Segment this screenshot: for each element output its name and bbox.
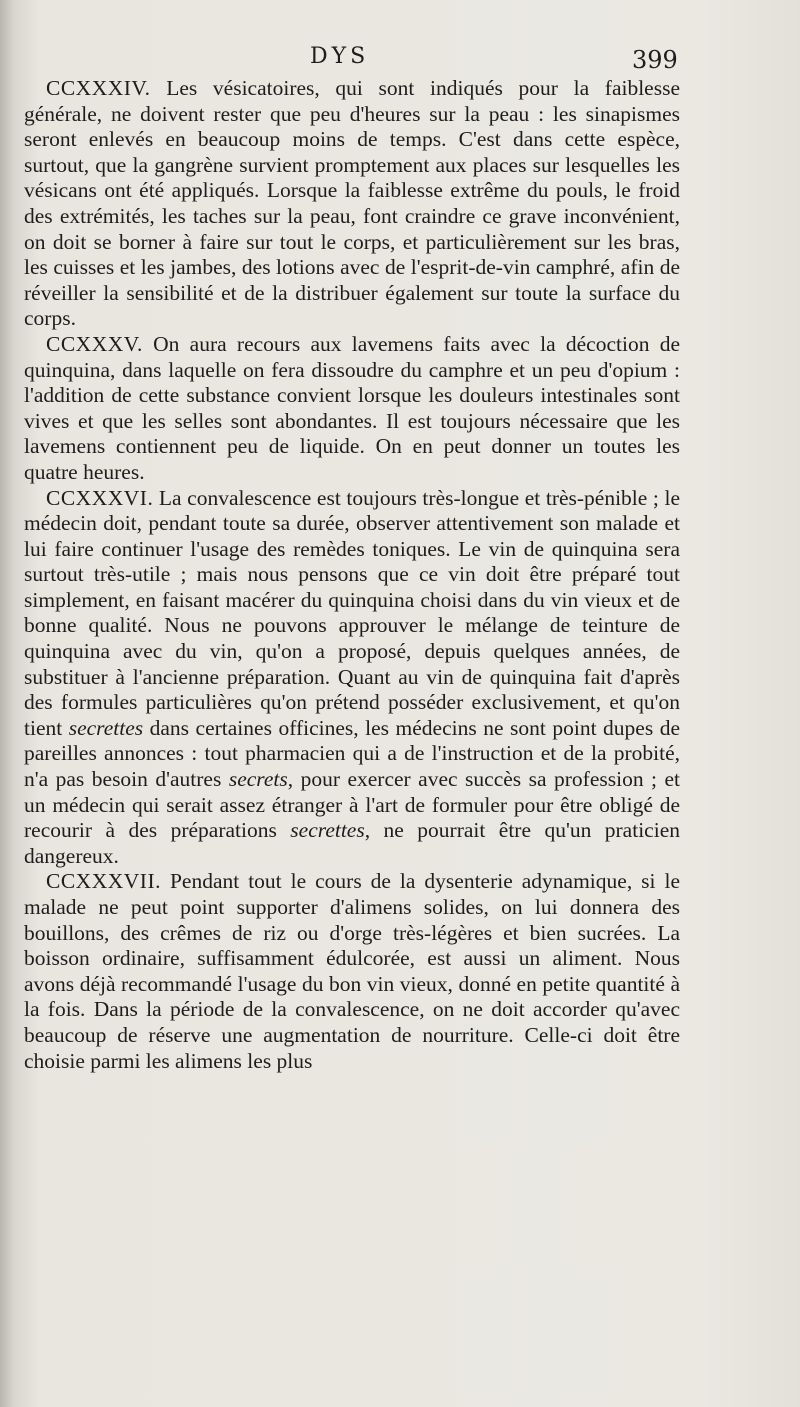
paragraph-ccxxxvii: [24, 869, 680, 1074]
paragraph-text: Pendant tout le cours de la dysenterie adynamique, si le malade ne peut point supporter d'alimens solides, on lui donnera des bouillons, des crêmes de riz ou d'orge très-légères et bien sucrées. La boisson ordinaire, suffisamment édulcorée, est aussi un aliment. Nous avons déjà recommandé l'usage du bon vin vieux, donné en petite quantité à la fois. Dans la période de la convalescence, on ne doit accorder qu'avec beaucoup de réserve une augmentation de nourriture. Celle-ci doit être choisie parmi les alimens les plus: [24, 869, 680, 1073]
paragraph-ccxxxv: [24, 332, 680, 486]
paragraph-text: , ne pourrait être qu'un praticien dangereux.: [24, 818, 680, 868]
paragraph-number: CCXXXVI.: [46, 485, 154, 510]
paragraph-ccxxxiv: [24, 76, 680, 332]
paragraph-number: CCXXXIV.: [46, 76, 151, 100]
running-head: DYS: [310, 44, 370, 69]
paragraph-text: On aura recours aux lavemens faits avec la décoction de quinquina, dans laquelle on fera dissoudre du camphre et un peu d'opium : l'addition de cette substance convient lorsque les douleurs intestinales sont vives et que les selles sont abondantes. Il est toujours nécessaire que les lavemens contiennent peu de liquide. On en peut donner un toutes les quatre heures.: [24, 331, 680, 484]
italic-word: secrettes: [290, 818, 365, 843]
page-header: [0, 44, 800, 78]
page-number: 399: [632, 46, 678, 74]
paragraph-number: CCXXXVII.: [46, 869, 161, 894]
paragraph-text: dans certaines officines, les médecins ne sont point dupes de pareilles annonces : tout pharmacien qui a de l'instruction et de la probité, n'a pas besoin d'autres: [24, 715, 680, 792]
paragraph-text: , pour exercer avec succès sa profession ; et un médecin qui serait assez étranger à l'art de formuler pour être obligé de recourir à des préparations: [24, 767, 681, 843]
body-text: [24, 76, 680, 1074]
paragraph-number: CCXXXV.: [46, 331, 143, 356]
paragraph-text: Les vésicatoires, qui sont indiqués pour la faiblesse générale, ne doivent rester que peu d'heures sur la peau : les sinapismes seront enlevés en beaucoup moins de temps. C'est dans cette espèce, surtout, que la gangrène survient promptement aux places sur lesquelles les vésicans ont été appliqués. Lorsque la faiblesse extrême du pouls, le froid des extrémités, les taches sur la peau, font craindre ce grave inconvénient, on doit se borner à faire sur tout le corps, et particulièrement sur les bras, les cuisses et les jambes, des lotions avec de l'esprit-de-vin camphré, afin de réveiller la sensibilité et de la distribuer également sur toute la surface du corps.: [24, 76, 680, 331]
paragraph-ccxxxvi: [24, 486, 680, 870]
italic-word: secrets: [228, 767, 288, 792]
italic-word: secrettes: [68, 715, 144, 740]
paragraph-text: La convalescence est toujours très-longue et très-pénible ; le médecin doit, pendant toute sa durée, observer attentivement son malade et lui faire continuer l'usage des remèdes toniques. Le vin de quinquina sera surtout très-utile ; mais nous pensons que ce vin doit être préparé tout simplement, en faisant macérer du quinquina choisi dans du vin vieux et de bonne qualité. Nous ne pouvons approuver le mélange de teinture de quinquina avec du vin, qu'on a proposé, depuis quelques années, de substituer à l'ancienne préparation. Quant au vin de quinquina fait d'après des formules particulières qu'on prétend posséder exclusivement, et qu'on tient: [24, 485, 680, 740]
